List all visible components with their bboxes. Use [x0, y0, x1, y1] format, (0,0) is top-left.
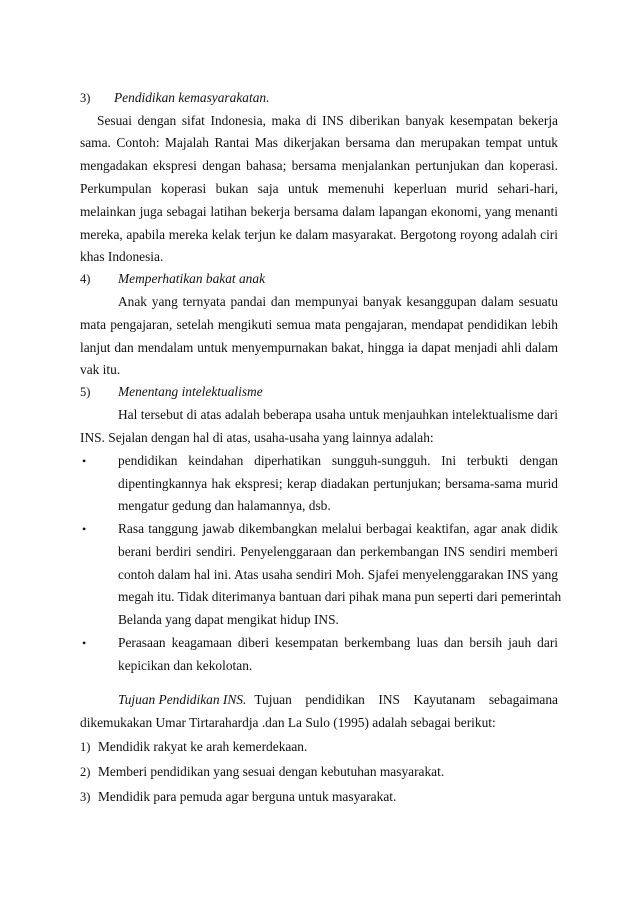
paragraph-line: INS. Sejalan dengan hal di atas, usaha-usaha yang lainnya adalah: [80, 430, 434, 445]
paragraph-line: lanjut dan mendalam untuk menyempurnakan bakat, hingga ia dapat menjadi ahli dalam [80, 340, 558, 355]
paragraph-line: khas Indonesia. [80, 249, 164, 264]
bullet-line: mengatur gedung dan halamannya, dsb. [118, 498, 331, 513]
section-3-number: 3) [80, 91, 91, 105]
bullet-symbol: • [82, 454, 87, 468]
paragraph-line: Anak yang ternyata pandai dan mempunyai banyak kesanggupan dalam sesuatu [118, 294, 558, 309]
bullet-line: Rasa tanggung jawab dikembangkan melalui berbagai keaktifan, agar anak didik [118, 521, 558, 536]
paragraph-line: Perkumpulan koperasi bukan saja untuk memenuhi keperluan murid sehari-hari, [80, 181, 558, 196]
section-3-heading: Pendidikan kemasyarakatan. [114, 90, 270, 105]
bullet-symbol: • [82, 522, 87, 536]
tujuan-item-text: Mendidik para pemuda agar berguna untuk masyarakat. [98, 789, 397, 804]
tujuan-first-rest: Tujuan pendidikan INS Kayutanam sebagaimana [254, 692, 558, 707]
section-4-heading: Memperhatikan bakat anak [118, 271, 266, 286]
bullet-line: pendidikan keindahan diperhatikan sungguh-sungguh. Ini terbukti dengan [118, 453, 558, 468]
tujuan-item-text: Mendidik rakyat ke arah kemerdekaan. [98, 739, 308, 754]
section-4-number: 4) [80, 272, 91, 286]
bullet-line: contoh dalam hal ini. Atas usaha sendiri Moh. Sjafei menyelenggarakan INS yang [118, 567, 558, 582]
bullet-symbol: • [82, 636, 87, 650]
bullet-line: Belanda yang dapat mengikat hidup INS. [118, 612, 339, 627]
paragraph-line: sama. Contoh: Majalah Rantai Mas dikerjakan bersama dan merupakan tempat untuk [80, 135, 558, 150]
tujuan-item-number: 2) [80, 765, 91, 779]
tujuan-heading: Tujuan Pendidikan INS. [118, 692, 247, 707]
bullet-line: berani berdiri sendiri. Penyelenggaraan dan perkembangan INS sendiri memberi [118, 544, 558, 559]
bullet-line: dipentingkannya hak ekspresi; kerap diadakan pertunjukan; bersama-sama murid [118, 476, 558, 491]
section-5-number: 5) [80, 385, 91, 399]
tujuan-item-number: 1) [80, 740, 91, 754]
paragraph-line: Hal tersebut di atas adalah beberapa usaha untuk menjauhkan intelektualisme dari [118, 407, 558, 422]
paragraph-line: mata pengajaran, setelah mengikuti semua mata pengajaran, mendapat pendidikan lebih [80, 317, 558, 332]
paragraph-line: Sesuai dengan sifat Indonesia, maka di INS diberikan banyak kesempatan bekerja [97, 113, 558, 128]
paragraph-line: vak itu. [80, 362, 121, 377]
tujuan-item-text: Memberi pendidikan yang sesuai dengan kebutuhan masyarakat. [98, 764, 445, 779]
bullet-line: Perasaan keagamaan diberi kesempatan berkembang luas dan bersih jauh dari [118, 635, 558, 650]
paragraph-line: mengadakan ekspresi dengan bahasa; bersama menjalankan pertunjukan dan koperasi. [80, 158, 558, 173]
section-5-heading: Menentang intelektualisme [118, 384, 263, 399]
bullet-line: kepicikan dan kekolotan. [118, 658, 253, 673]
paragraph-line: mereka, apabila mereka kelak terjun ke dalam masyarakat. Bergotong royong adalah ciri [80, 227, 558, 242]
tujuan-first-line [118, 692, 558, 708]
tujuan-item-number: 3) [80, 790, 91, 804]
paragraph-line: melainkan juga sebagai latihan bekerja bersama dalam lapangan ekonomi, yang menanti [80, 204, 558, 219]
paragraph-line: dikemukakan Umar Tirtarahardja .dan La Sulo (1995) adalah sebagai berikut: [80, 715, 496, 730]
bullet-line: megah itu. Tidak diterimanya bantuan dari pihak mana pun seperti dari pemerintah [118, 589, 562, 604]
